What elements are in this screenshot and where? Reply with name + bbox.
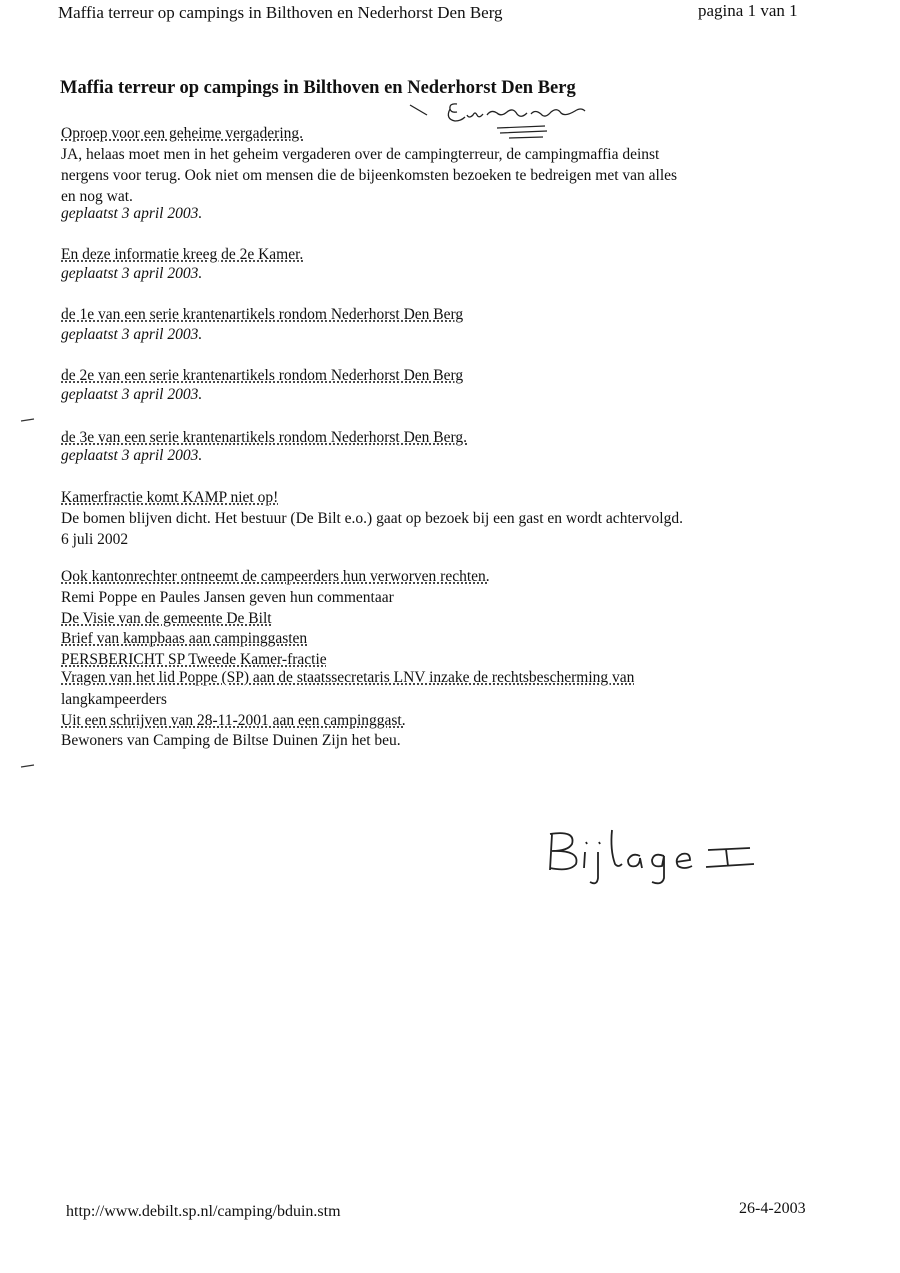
page-number: pagina 1 van 1 [698,1,798,20]
item-body-line: nergens voor terug. Ook niet om mensen die de bijeenkomsten bezoeken te bedreigen met van alles [61,167,678,184]
scan-mark [20,762,36,770]
item-date: geplaatst 3 april 2003. [61,386,203,403]
footer-date: 26-4-2003 [739,1200,806,1217]
list-item-link[interactable]: Vragen van het lid Poppe (SP) aan de staatssecretaris LNV inzake de rechtsbescherming van [61,669,635,686]
list-item-link[interactable]: Uit een schrijven van 28-11-2001 aan een campinggast. [61,712,406,729]
item-date: geplaatst 3 april 2003. [61,447,203,464]
link-krantenartikel-1[interactable]: de 1e van een serie krantenartikels rondom Nederhorst Den Berg [61,306,464,323]
scan-mark [20,416,36,424]
item-date-plain: 6 juli 2002 [61,531,129,548]
handwritten-annotation [405,97,605,143]
list-item-continuation[interactable]: langkampeerders [61,691,167,708]
list-item-link[interactable]: Bewoners van Camping de Biltse Duinen Zijn het beu. [61,732,401,749]
item-body-line: De bomen blijven dicht. Het bestuur (De Bilt e.o.) gaat op bezoek bij een gast en wordt achtervolgd. [61,510,683,527]
list-item-link[interactable]: De Visie van de gemeente De Bilt [61,610,272,627]
link-krantenartikel-3[interactable]: de 3e van een serie krantenartikels rondom Nederhorst Den Berg. [61,429,468,446]
list-item-link[interactable]: Remi Poppe en Paules Jansen geven hun commentaar [61,589,394,606]
footer-url: http://www.debilt.sp.nl/camping/bduin.stm [66,1203,341,1220]
item-body-line: en nog wat. [61,188,133,205]
article-title: Maffia terreur op campings in Bilthoven en Nederhorst Den Berg [60,78,576,98]
item-body-line: JA, helaas moet men in het geheim vergaderen over de campingterreur, de campingmaffia deinst [61,146,660,163]
item-date: geplaatst 3 april 2003. [61,205,203,222]
item-date: geplaatst 3 april 2003. [61,326,203,343]
list-item-link[interactable]: PERSBERICHT SP Tweede Kamer-fractie [61,651,327,668]
list-item-link[interactable]: Ook kantonrechter ontneemt de campeerders hun verworven rechten. [61,568,490,585]
link-kamerfractie-kamp[interactable]: Kamerfractie komt KAMP niet op! [61,489,279,506]
item-date: geplaatst 3 april 2003. [61,265,203,282]
page-header-title: Maffia terreur op campings in Bilthoven en Nederhorst Den Berg [58,3,503,22]
link-krantenartikel-2[interactable]: de 2e van een serie krantenartikels rondom Nederhorst Den Berg [61,367,464,384]
handwritten-bijlage-label [540,820,780,890]
link-geheime-vergadering[interactable]: Oproep voor een geheime vergadering. [61,125,304,142]
list-item-link[interactable]: Brief van kampbaas aan campinggasten [61,630,308,647]
link-informatie-2e-kamer[interactable]: En deze informatie kreeg de 2e Kamer. [61,246,304,263]
